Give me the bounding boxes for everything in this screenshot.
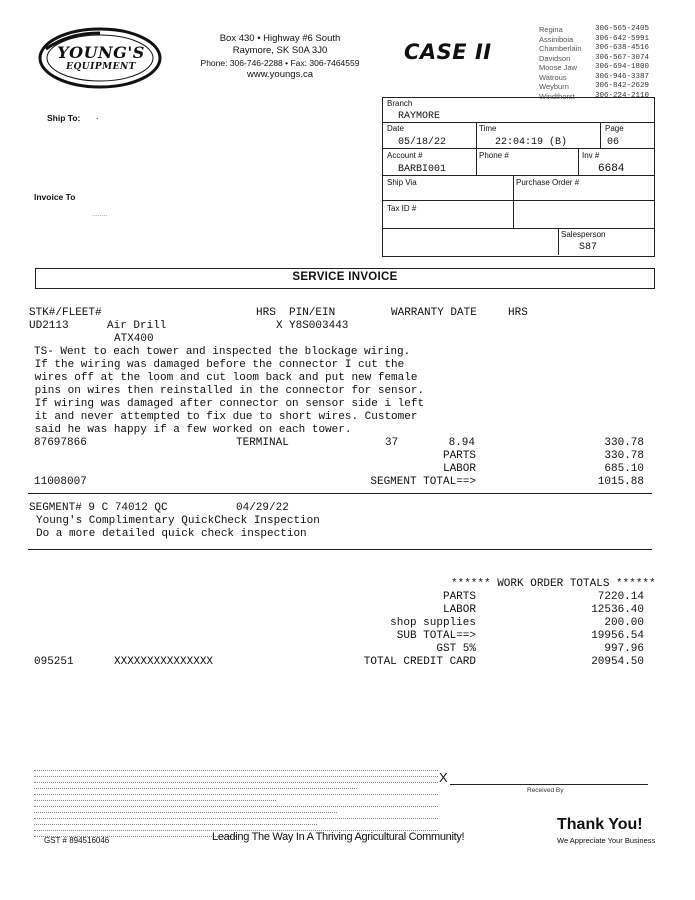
branch-row: Moose Jaw 306-694-1800 — [539, 63, 649, 72]
unit-pin: Y8S003443 — [289, 320, 349, 332]
unit-desc: Air Drill — [107, 320, 167, 332]
divider — [28, 549, 652, 550]
phone-label: Phone # — [479, 151, 509, 160]
ship-to-value: . — [96, 111, 99, 121]
unit-model: ATX400 — [114, 333, 154, 345]
date-value: 05/18/22 — [398, 137, 447, 148]
time-label: Time — [479, 124, 497, 133]
received-by-label: Received By — [527, 787, 564, 794]
col-warranty: WARRANTY DATE — [391, 307, 477, 319]
total-labor-value: 12536.40 — [591, 604, 644, 616]
inv-value: 6684 — [598, 163, 625, 175]
branch-value: RAYMORE — [398, 111, 441, 122]
seg1-labor-label: LABOR — [442, 463, 476, 475]
branch-row: Chamberlain 306-638-4516 — [539, 44, 649, 53]
unit-stock: UD2113 — [29, 320, 69, 332]
branch-list — [539, 25, 649, 101]
total-parts-label: PARTS — [442, 591, 476, 603]
gst-number: GST # 894516046 — [44, 836, 110, 845]
phone-fax-line: Phone: 306-746-2288 • Fax: 306-7464559 — [200, 58, 360, 68]
company-address — [180, 33, 380, 81]
seg2-line2: Do a more detailed quick check inspection — [36, 528, 307, 540]
page-label: Page — [605, 124, 624, 133]
website: www.youngs.ca — [246, 69, 313, 80]
tagline: Leading The Way In A Thriving Agricultural Community! — [212, 831, 465, 843]
note-line: wires off at the loom and cut loom back and put new female — [28, 372, 418, 384]
seg2-header: SEGMENT# 9 C 74012 QC — [29, 502, 168, 514]
seg1-labor-value: 685.10 — [604, 463, 644, 475]
totals-heading: ****** WORK ORDER TOTALS ****** — [451, 578, 656, 590]
seg1-total-value: 1015.88 — [597, 476, 644, 488]
page-title: SERVICE INVOICE — [292, 271, 398, 283]
credit-label: TOTAL CREDIT CARD — [363, 656, 476, 668]
total-supplies-label: shop supplies — [390, 617, 476, 629]
address-line-2: Raymore, SK S0A 3J0 — [232, 45, 328, 56]
seg1-code: 11008007 — [34, 476, 87, 488]
note-line: pins on wires then reinstalled in the connector for sensor. — [28, 385, 425, 397]
ship-via-label: Ship Via — [387, 178, 417, 187]
seg1-parts-label: PARTS — [442, 450, 476, 462]
labor-code: 87697866 — [34, 437, 87, 449]
case-logo: CASE II — [404, 40, 492, 64]
subtotal-value: 19956.54 — [591, 630, 644, 642]
terms-fine-print — [34, 767, 438, 839]
page-value: 06 — [607, 137, 620, 148]
address-line-1: Box 430 • Highway #6 South — [219, 33, 341, 44]
col-pin: PIN/EIN — [289, 307, 336, 319]
labor-amount: 330.78 — [604, 437, 644, 449]
invoice-to-label: Invoice To — [34, 192, 76, 202]
total-parts-value: 7220.14 — [597, 591, 644, 603]
total-supplies-value: 200.00 — [604, 617, 644, 629]
total-labor-label: LABOR — [442, 604, 476, 616]
seg1-parts-value: 330.78 — [604, 450, 644, 462]
labor-desc: TERMINAL — [236, 437, 289, 449]
signature-x: X — [439, 770, 448, 785]
branch-row: Davidson 306-567-3074 — [539, 53, 649, 63]
note-line: If wiring was damaged after connector on sensor side i left — [28, 398, 425, 410]
salesperson-value: S87 — [579, 242, 598, 253]
seg2-line1: Young's Complimentary QuickCheck Inspection — [36, 515, 320, 527]
company-logo — [38, 27, 162, 89]
card-code: 095251 — [34, 656, 74, 668]
gst-value: 997.96 — [604, 643, 644, 655]
note-line: it and never attempted to fix due to short wires. Customer — [28, 411, 418, 423]
subtotal-label: SUB TOTAL==> — [396, 630, 476, 642]
divider — [28, 493, 652, 494]
branch-row: Windthorst 306-224-2110 — [539, 91, 649, 101]
branch-row: Assiniboia 306-642-5991 — [539, 34, 649, 44]
unit-flag: X — [276, 320, 283, 332]
card-mask: XXXXXXXXXXXXXXX — [114, 656, 214, 668]
branch-row: Weyburn 306-842-2629 — [539, 82, 649, 91]
branch-row: Watrous 306-946-3387 — [539, 72, 649, 82]
signature-line[interactable] — [450, 784, 648, 785]
thank-you: Thank You! — [557, 816, 643, 833]
invoice-to-value: ........ — [92, 211, 108, 218]
gst-label: GST 5% — [436, 643, 476, 655]
branch-row: Regina 306-565-2405 — [539, 25, 649, 34]
col-stk: STK#/FLEET# — [29, 307, 102, 319]
note-line: If the wiring was damaged before the connector I cut the — [28, 359, 405, 371]
appreciate: We Appreciate Your Business — [557, 836, 656, 845]
inv-label: Inv # — [582, 151, 600, 160]
note-line: TS- Went to each tower and inspected the blockage wiring. — [34, 346, 411, 358]
tax-id-label: Tax ID # — [387, 204, 417, 213]
logo-sub: EQUIPMENT — [66, 62, 136, 72]
seg1-total-label: SEGMENT TOTAL==> — [370, 476, 476, 488]
salesperson-label: Salesperson — [561, 230, 606, 239]
time-value: 22:04:19 (B) — [495, 137, 568, 148]
note-line: said he was happy if a few worked on each tower. — [28, 424, 352, 436]
account-label: Account # — [387, 151, 423, 160]
date-label: Date — [387, 124, 404, 133]
col-hrs2: HRS — [508, 307, 528, 319]
logo-text: YOUNG'S — [57, 43, 145, 62]
account-value: BARBI001 — [398, 164, 447, 175]
col-hrs: HRS — [256, 307, 276, 319]
seg2-date: 04/29/22 — [236, 502, 289, 514]
branch-label: Branch — [387, 99, 413, 108]
labor-rate: 8.94 — [448, 437, 475, 449]
credit-value: 20954.50 — [591, 656, 644, 668]
po-label: Purchase Order # — [516, 178, 580, 187]
labor-qty: 37 — [385, 437, 399, 449]
ship-to-label: Ship To: — [47, 113, 81, 123]
